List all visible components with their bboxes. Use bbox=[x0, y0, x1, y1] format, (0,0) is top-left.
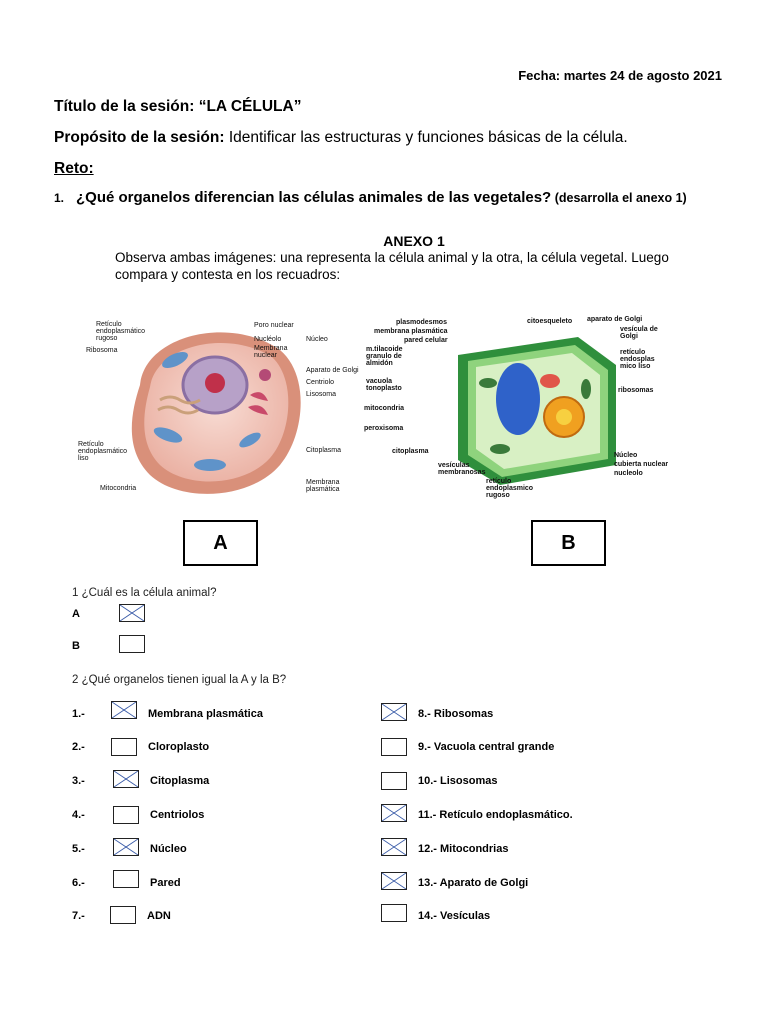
option-b-label: B bbox=[72, 640, 80, 652]
session-title-label: Título de la sesión: bbox=[54, 98, 195, 115]
item-5-checkbox[interactable] bbox=[113, 838, 139, 856]
check-x-mark bbox=[382, 704, 406, 720]
session-purpose-value: Identificar las estructuras y funciones básicas de la célula. bbox=[224, 129, 628, 146]
check-x-mark bbox=[382, 839, 406, 855]
label-plant-vacuola: vacuola tonoplasto bbox=[366, 378, 402, 392]
item-8-checkbox[interactable] bbox=[381, 703, 407, 721]
item-7-checkbox[interactable] bbox=[110, 906, 136, 924]
item-3-number: 3.- bbox=[72, 775, 85, 787]
label-plant-tilacoide: m.tilacoide granulo de almidón bbox=[366, 346, 403, 367]
item-13-checkbox[interactable] bbox=[381, 872, 407, 890]
item-8-label: 8.- Ribosomas bbox=[418, 708, 494, 720]
label-plant-ribosomas: ribosomas bbox=[618, 387, 654, 394]
item-2-label: Cloroplasto bbox=[148, 741, 210, 753]
option-a-label: A bbox=[72, 608, 80, 620]
label-plant-membrana-plasmatica: membrana plasmática bbox=[374, 328, 448, 335]
label-plant-nucleolo: nucleolo bbox=[614, 470, 643, 477]
question-1-note: (desarrolla el anexo 1) bbox=[551, 191, 687, 205]
label-plant-citoplasma: citoplasma bbox=[392, 448, 429, 455]
item-4-checkbox[interactable] bbox=[113, 806, 139, 824]
option-b-checkbox[interactable] bbox=[119, 635, 145, 653]
plant-chloroplast bbox=[490, 444, 510, 454]
session-date: Fecha: martes 24 de agosto 2021 bbox=[518, 68, 722, 83]
label-animal-ribosoma: Ribosoma bbox=[86, 347, 118, 354]
item-6-label: Pared bbox=[150, 877, 181, 889]
label-plant-citoesqueleto: citoesqueleto bbox=[527, 318, 573, 325]
label-plant-vesicula-golgi: vesícula de Golgi bbox=[620, 326, 658, 340]
session-purpose bbox=[54, 129, 628, 147]
item-10-label: 10.- Lisosomas bbox=[418, 775, 498, 787]
plant-golgi bbox=[540, 374, 560, 388]
label-animal-membrana-plasmatica: Membrana plasmática bbox=[306, 479, 340, 493]
option-a-checkbox[interactable] bbox=[119, 604, 145, 622]
item-5-number: 5.- bbox=[72, 843, 85, 855]
item-12-label: 12.- Mitocondrias bbox=[418, 843, 509, 855]
label-plant-reticulo-rugoso: retículo endoplasmico rugoso bbox=[486, 478, 534, 499]
item-3-checkbox[interactable] bbox=[113, 770, 139, 788]
item-9-label: 9.- Vacuola central grande bbox=[418, 741, 555, 753]
box-cell-b: B bbox=[531, 520, 606, 566]
plant-nucleolus bbox=[556, 409, 572, 425]
label-plant-mitocondria: mitocondria bbox=[364, 405, 405, 412]
label-animal-centriolo: Centriolo bbox=[306, 379, 335, 386]
animal-cell-illustration bbox=[120, 315, 310, 505]
label-animal-reticulo-rugoso: Retículo endoplasmático rugoso bbox=[96, 321, 146, 342]
item-11-checkbox[interactable] bbox=[381, 804, 407, 822]
item-4-number: 4.- bbox=[72, 809, 85, 821]
item-1-number: 1.- bbox=[72, 708, 85, 720]
item-14-label: 14.- Vesículas bbox=[418, 910, 491, 922]
item-2-number: 2.- bbox=[72, 741, 85, 753]
session-title bbox=[54, 98, 301, 116]
item-1-label: Membrana plasmática bbox=[148, 708, 263, 720]
label-animal-nucleolo: Nucléolo bbox=[254, 336, 282, 343]
item-6-number: 6.- bbox=[72, 877, 85, 889]
label-animal-reticulo-liso: Retículo endoplasmático liso bbox=[78, 441, 128, 462]
plant-chloroplast bbox=[479, 378, 497, 388]
item-11-label: 11.- Retículo endoplasmático. bbox=[418, 809, 573, 821]
check-x-mark bbox=[114, 839, 138, 855]
item-5-label: Núcleo bbox=[150, 843, 187, 855]
label-plant-cubierta-nuclear: cubierta nuclear bbox=[614, 461, 669, 468]
animal-nucleolus bbox=[205, 373, 225, 393]
question-1-number: 1. bbox=[54, 191, 65, 205]
item-10-checkbox[interactable] bbox=[381, 772, 407, 790]
question-animal-cell: 1 ¿Cuál es la célula animal? bbox=[72, 587, 217, 599]
label-plant-plasmodesmos: plasmodesmos bbox=[396, 319, 447, 326]
label-plant-peroxisoma: peroxisoma bbox=[364, 425, 404, 432]
item-7-number: 7.- bbox=[72, 910, 85, 922]
session-purpose-label: Propósito de la sesión: bbox=[54, 129, 225, 146]
label-animal-lisosoma: Lisosoma bbox=[306, 391, 336, 398]
animal-lysosome bbox=[259, 369, 271, 381]
item-13-label: 13.- Aparato de Golgi bbox=[418, 877, 529, 889]
label-plant-vesiculas: vesículas membranosas bbox=[438, 462, 486, 476]
check-x-mark bbox=[114, 771, 138, 787]
label-plant-aparato-golgi: aparato de Golgi bbox=[587, 316, 643, 323]
item-12-checkbox[interactable] bbox=[381, 838, 407, 856]
check-x-mark bbox=[112, 702, 136, 718]
item-9-checkbox[interactable] bbox=[381, 738, 407, 756]
question-1-text: ¿Qué organelos diferencian las células animales de las vegetales? bbox=[76, 189, 552, 206]
item-14-checkbox[interactable] bbox=[381, 904, 407, 922]
check-x-mark bbox=[382, 805, 406, 821]
check-x-mark bbox=[120, 605, 144, 621]
anexo-instructions: Observa ambas imágenes: una representa la célula animal y la otra, la célula vegetal. Luego compara y contesta en los recuadros: bbox=[115, 250, 669, 282]
item-3-label: Citoplasma bbox=[150, 775, 210, 787]
label-animal-nucleo: Núcleo bbox=[306, 336, 328, 343]
reto-heading: Reto: bbox=[54, 160, 94, 177]
item-6-checkbox[interactable] bbox=[113, 870, 139, 888]
label-animal-mitocondria: Mitocondria bbox=[100, 485, 137, 492]
label-animal-poro-nuclear: Poro nuclear bbox=[254, 322, 294, 329]
item-7-label: ADN bbox=[147, 910, 171, 922]
label-plant-pared-celular: pared celular bbox=[404, 337, 448, 344]
plant-chloroplast bbox=[581, 379, 591, 399]
item-1-checkbox[interactable] bbox=[111, 701, 137, 719]
question-shared-organelles: 2 ¿Qué organelos tienen igual la A y la B? bbox=[72, 674, 287, 686]
anexo-title: ANEXO 1 bbox=[383, 233, 445, 249]
label-plant-nucleo: Núcleo bbox=[614, 452, 638, 459]
label-plant-reticulo-liso: retículo endosplas mico liso bbox=[620, 349, 655, 370]
question-1-heading bbox=[54, 189, 687, 206]
label-animal-citoplasma: Citoplasma bbox=[306, 447, 342, 454]
item-2-checkbox[interactable] bbox=[111, 738, 137, 756]
animal-mitochondrion bbox=[194, 459, 226, 471]
check-x-mark bbox=[382, 873, 406, 889]
box-cell-a: A bbox=[183, 520, 258, 566]
label-animal-aparato-golgi: Aparato de Golgi bbox=[306, 367, 359, 374]
session-title-value: “LA CÉLULA” bbox=[194, 98, 302, 115]
item-4-label: Centriolos bbox=[150, 809, 205, 821]
plant-vacuole bbox=[496, 363, 540, 435]
label-animal-membrana-nuclear: Membrana nuclear bbox=[254, 345, 288, 359]
